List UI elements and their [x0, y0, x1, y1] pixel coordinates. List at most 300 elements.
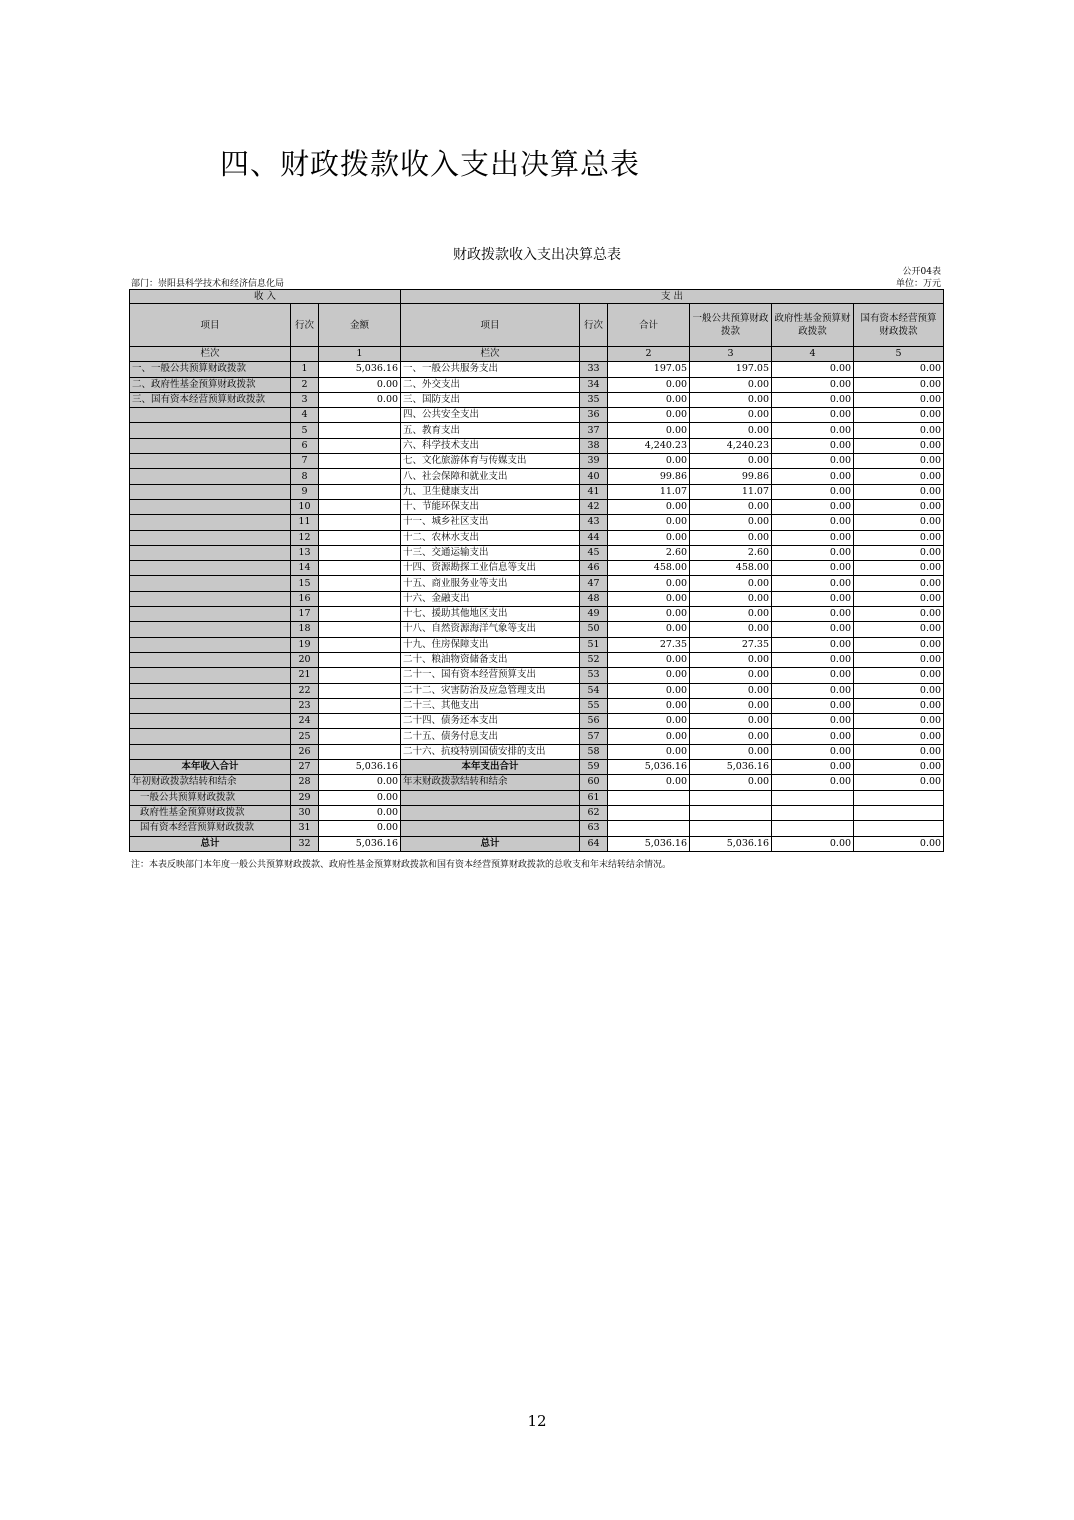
gov-fund-value: 0.00 — [772, 607, 854, 622]
total-value: 0.00 — [608, 591, 690, 606]
income-item — [130, 423, 291, 438]
income-amount — [319, 591, 401, 606]
empty-cell — [854, 821, 944, 836]
expense-line-no: 52 — [580, 652, 608, 667]
state-capital-value: 0.00 — [854, 377, 944, 392]
income-amount — [319, 714, 401, 729]
department-label: 部门：崇阳县科学技术和经济信息化局 — [131, 279, 285, 289]
income-item: 二、政府性基金预算财政拨款 — [130, 377, 291, 392]
empty-cell — [401, 805, 580, 820]
income-item — [130, 576, 291, 591]
state-capital-value: 0.00 — [854, 760, 944, 775]
income-line-no: 2 — [291, 377, 319, 392]
income-line-no: 17 — [291, 607, 319, 622]
grand-total-label: 总计 — [130, 836, 291, 851]
table-row — [130, 515, 944, 530]
state-capital-value: 0.00 — [854, 408, 944, 423]
gov-fund-value: 0.00 — [772, 392, 854, 407]
expense-line-no: 49 — [580, 607, 608, 622]
gov-fund-value: 0.00 — [772, 408, 854, 423]
form-code: 公开04表 — [902, 267, 941, 277]
income-item — [130, 545, 291, 560]
income-line-no: 32 — [291, 836, 319, 851]
income-amount: 0.00 — [319, 392, 401, 407]
expense-item: 二十五、债务付息支出 — [401, 729, 580, 744]
empty-cell — [772, 805, 854, 820]
income-amount — [319, 438, 401, 453]
gov-fund-value: 0.00 — [772, 714, 854, 729]
income-item — [130, 499, 291, 514]
income-line-no: 24 — [291, 714, 319, 729]
income-item — [130, 469, 291, 484]
income-amount — [319, 683, 401, 698]
income-amount — [319, 530, 401, 545]
income-item — [130, 591, 291, 606]
state-capital-value: 0.00 — [854, 683, 944, 698]
income-item — [130, 698, 291, 713]
total-value: 458.00 — [608, 561, 690, 576]
income-amount — [319, 515, 401, 530]
expense-item: 八、社会保障和就业支出 — [401, 469, 580, 484]
table-row — [130, 392, 944, 407]
expense-item: 十四、资源勘探工业信息等支出 — [401, 561, 580, 576]
general-budget-value: 0.00 — [690, 622, 772, 637]
empty-cell — [854, 805, 944, 820]
table-row — [130, 591, 944, 606]
state-capital-value: 0.00 — [854, 744, 944, 759]
total-value: 0.00 — [608, 377, 690, 392]
income-line-no: 14 — [291, 561, 319, 576]
expense-line-no: 44 — [580, 530, 608, 545]
total-value: 0.00 — [608, 652, 690, 667]
gov-fund-value: 0.00 — [772, 775, 854, 790]
income-line-no: 3 — [291, 392, 319, 407]
expense-line-no: 34 — [580, 377, 608, 392]
gov-fund-value: 0.00 — [772, 515, 854, 530]
table-note: 注：本表反映部门本年度一般公共预算财政拨款、政府性基金预算财政拨款和国有资本经营预算财政拨款的总收支和年末结转结余情况。 — [131, 860, 672, 870]
income-amount — [319, 545, 401, 560]
table-row — [130, 423, 944, 438]
general-budget-value: 0.00 — [690, 652, 772, 667]
expense-line-no: 38 — [580, 438, 608, 453]
column-number: 3 — [690, 347, 772, 362]
income-item — [130, 515, 291, 530]
income-line-no: 25 — [291, 729, 319, 744]
expense-item: 二十、粮油物资储备支出 — [401, 652, 580, 667]
empty-cell — [608, 790, 690, 805]
gov-fund-value: 0.00 — [772, 499, 854, 514]
empty-cell — [690, 821, 772, 836]
gov-fund-value: 0.00 — [772, 545, 854, 560]
income-amount — [319, 622, 401, 637]
total-value: 0.00 — [608, 607, 690, 622]
income-amount — [319, 668, 401, 683]
total-value: 2.60 — [608, 545, 690, 560]
income-amount: 0.00 — [319, 775, 401, 790]
table-row — [130, 652, 944, 667]
table-row — [130, 377, 944, 392]
general-budget-value: 5,036.16 — [690, 836, 772, 851]
income-line-no: 28 — [291, 775, 319, 790]
gov-fund-value: 0.00 — [772, 484, 854, 499]
expense-item: 十三、交通运输支出 — [401, 545, 580, 560]
gov-fund-value: 0.00 — [772, 622, 854, 637]
table-row — [130, 408, 944, 423]
expense-line-no: 64 — [580, 836, 608, 851]
income-line-no: 18 — [291, 622, 319, 637]
total-value: 0.00 — [608, 775, 690, 790]
total-value: 0.00 — [608, 392, 690, 407]
empty-cell — [772, 790, 854, 805]
income-amount — [319, 469, 401, 484]
expense-item: 十七、援助其他地区支出 — [401, 607, 580, 622]
gov-fund-value: 0.00 — [772, 423, 854, 438]
total-value: 0.00 — [608, 683, 690, 698]
expense-line-no: 35 — [580, 392, 608, 407]
income-amount: 0.00 — [319, 377, 401, 392]
gov-fund-value: 0.00 — [772, 362, 854, 377]
expense-line-no: 53 — [580, 668, 608, 683]
total-value: 0.00 — [608, 454, 690, 469]
expense-line-no: 50 — [580, 622, 608, 637]
income-item: 三、国有资本经营预算财政拨款 — [130, 392, 291, 407]
expense-item: 二十一、国有资本经营预算支出 — [401, 668, 580, 683]
unit-label: 单位：万元 — [895, 279, 941, 289]
income-amount — [319, 607, 401, 622]
empty-cell — [608, 805, 690, 820]
expense-item: 六、科学技术支出 — [401, 438, 580, 453]
general-budget-value: 0.00 — [690, 668, 772, 683]
table-row — [130, 637, 944, 652]
expense-line-no: 61 — [580, 790, 608, 805]
expense-line-no: 41 — [580, 484, 608, 499]
state-capital-value: 0.00 — [854, 668, 944, 683]
state-capital-value: 0.00 — [854, 607, 944, 622]
income-line-no: 31 — [291, 821, 319, 836]
state-capital-value: 0.00 — [854, 714, 944, 729]
income-amount: 5,036.16 — [319, 760, 401, 775]
empty-cell — [580, 347, 608, 362]
table-row — [130, 469, 944, 484]
expense-line-no: 58 — [580, 744, 608, 759]
state-capital-value: 0.00 — [854, 698, 944, 713]
carry-out-label: 年末财政拨款结转和结余 — [401, 775, 580, 790]
expense-line-no: 39 — [580, 454, 608, 469]
state-capital-value: 0.00 — [854, 423, 944, 438]
total-value: 0.00 — [608, 408, 690, 423]
income-line-no: 5 — [291, 423, 319, 438]
total-value: 5,036.16 — [608, 760, 690, 775]
general-budget-value: 0.00 — [690, 454, 772, 469]
state-capital-value: 0.00 — [854, 637, 944, 652]
expense-line-no: 62 — [580, 805, 608, 820]
empty-cell — [401, 790, 580, 805]
expense-item: 二十二、灾害防治及应急管理支出 — [401, 683, 580, 698]
table-row — [130, 622, 944, 637]
general-budget-value: 458.00 — [690, 561, 772, 576]
income-line-no: 16 — [291, 591, 319, 606]
table-row — [130, 744, 944, 759]
expense-item: 十八、自然资源海洋气象等支出 — [401, 622, 580, 637]
grand-total-label: 总计 — [401, 836, 580, 851]
state-capital-value: 0.00 — [854, 438, 944, 453]
income-line-no: 10 — [291, 499, 319, 514]
table-row — [130, 561, 944, 576]
expense-line-no: 56 — [580, 714, 608, 729]
grand-total-row — [130, 836, 944, 851]
income-amount — [319, 729, 401, 744]
table-row — [130, 484, 944, 499]
general-budget-value: 0.00 — [690, 377, 772, 392]
expense-item: 二、外交支出 — [401, 377, 580, 392]
gov-fund-header: 政府性基金预算财政拨款 — [772, 304, 854, 347]
expense-item: 十一、城乡社区支出 — [401, 515, 580, 530]
total-value: 197.05 — [608, 362, 690, 377]
budget-table — [129, 289, 944, 852]
income-line-no: 4 — [291, 408, 319, 423]
income-amount — [319, 744, 401, 759]
general-budget-value: 0.00 — [690, 515, 772, 530]
income-item — [130, 668, 291, 683]
expense-line-no: 40 — [580, 469, 608, 484]
income-line-no: 22 — [291, 683, 319, 698]
income-item: 一、一般公共预算财政拨款 — [130, 362, 291, 377]
expense-item: 十六、金融支出 — [401, 591, 580, 606]
income-item — [130, 454, 291, 469]
total-value: 5,036.16 — [608, 836, 690, 851]
income-item — [130, 714, 291, 729]
income-item — [130, 484, 291, 499]
expense-line-no: 59 — [580, 760, 608, 775]
state-capital-value: 0.00 — [854, 469, 944, 484]
income-line-no: 26 — [291, 744, 319, 759]
income-item — [130, 729, 291, 744]
gov-fund-value: 0.00 — [772, 729, 854, 744]
expense-line-no: 51 — [580, 637, 608, 652]
general-budget-value: 0.00 — [690, 576, 772, 591]
empty-cell — [772, 821, 854, 836]
general-budget-header: 一般公共预算财政拨款 — [690, 304, 772, 347]
expense-item: 九、卫生健康支出 — [401, 484, 580, 499]
income-amount-header: 金额 — [319, 304, 401, 347]
general-budget-value: 99.86 — [690, 469, 772, 484]
total-value: 27.35 — [608, 637, 690, 652]
income-item — [130, 607, 291, 622]
income-line-no: 27 — [291, 760, 319, 775]
general-budget-value: 0.00 — [690, 499, 772, 514]
total-value: 11.07 — [608, 484, 690, 499]
column-number: 4 — [772, 347, 854, 362]
table-row — [130, 530, 944, 545]
income-item — [130, 744, 291, 759]
general-budget-value: 197.05 — [690, 362, 772, 377]
income-line-no: 30 — [291, 805, 319, 820]
income-amount — [319, 576, 401, 591]
table-row — [130, 714, 944, 729]
page-number: 12 — [527, 1412, 547, 1430]
state-capital-value: 0.00 — [854, 515, 944, 530]
state-capital-value: 0.00 — [854, 591, 944, 606]
income-amount — [319, 499, 401, 514]
income-line-no: 23 — [291, 698, 319, 713]
column-number: 1 — [319, 347, 401, 362]
column-label: 栏次 — [130, 347, 291, 362]
income-amount: 0.00 — [319, 821, 401, 836]
page-heading: 四、财政拨款收入支出决算总表 — [220, 147, 641, 181]
table-row — [130, 729, 944, 744]
table-row — [130, 576, 944, 591]
total-value: 0.00 — [608, 714, 690, 729]
state-capital-value: 0.00 — [854, 561, 944, 576]
gov-fund-value: 0.00 — [772, 652, 854, 667]
state-capital-value: 0.00 — [854, 530, 944, 545]
general-budget-value: 0.00 — [690, 744, 772, 759]
gov-fund-value: 0.00 — [772, 561, 854, 576]
state-capital-value: 0.00 — [854, 836, 944, 851]
total-value: 4,240.23 — [608, 438, 690, 453]
income-item — [130, 408, 291, 423]
income-line-no: 21 — [291, 668, 319, 683]
carry-in-label: 年初财政拨款结转和结余 — [130, 775, 291, 790]
table-title: 财政拨款收入支出决算总表 — [453, 247, 621, 263]
expense-line-no: 46 — [580, 561, 608, 576]
income-line-no: 1 — [291, 362, 319, 377]
expense-item: 十九、住房保障支出 — [401, 637, 580, 652]
carry-sub-item: 一般公共预算财政拨款 — [130, 790, 291, 805]
empty-cell — [401, 821, 580, 836]
column-label: 栏次 — [401, 347, 580, 362]
expense-item: 二十四、债务还本支出 — [401, 714, 580, 729]
general-budget-value: 0.00 — [690, 775, 772, 790]
carry-sub-item: 政府性基金预算财政拨款 — [130, 805, 291, 820]
income-item — [130, 683, 291, 698]
state-capital-value: 0.00 — [854, 392, 944, 407]
column-number: 2 — [608, 347, 690, 362]
table-row — [130, 683, 944, 698]
total-value: 0.00 — [608, 515, 690, 530]
income-line-no: 20 — [291, 652, 319, 667]
total-value: 0.00 — [608, 576, 690, 591]
expense-item: 二十三、其他支出 — [401, 698, 580, 713]
general-budget-value: 0.00 — [690, 591, 772, 606]
income-item — [130, 561, 291, 576]
general-budget-value: 5,036.16 — [690, 760, 772, 775]
expense-item: 四、公共安全支出 — [401, 408, 580, 423]
expense-line-no: 37 — [580, 423, 608, 438]
gov-fund-value: 0.00 — [772, 760, 854, 775]
table-row — [130, 454, 944, 469]
state-capital-value: 0.00 — [854, 499, 944, 514]
income-line-no: 19 — [291, 637, 319, 652]
income-amount: 5,036.16 — [319, 836, 401, 851]
table-row — [130, 545, 944, 560]
expense-item-header: 项目 — [401, 304, 580, 347]
expense-line-no: 57 — [580, 729, 608, 744]
expense-line-no: 60 — [580, 775, 608, 790]
total-value: 0.00 — [608, 668, 690, 683]
income-line-no: 13 — [291, 545, 319, 560]
state-capital-value: 0.00 — [854, 545, 944, 560]
gov-fund-value: 0.00 — [772, 576, 854, 591]
empty-cell — [608, 821, 690, 836]
total-value: 0.00 — [608, 423, 690, 438]
empty-cell — [291, 347, 319, 362]
expense-line-no: 48 — [580, 591, 608, 606]
table-row — [130, 607, 944, 622]
gov-fund-value: 0.00 — [772, 377, 854, 392]
expense-line-no: 36 — [580, 408, 608, 423]
income-amount — [319, 561, 401, 576]
income-line-no: 11 — [291, 515, 319, 530]
total-header: 合计 — [608, 304, 690, 347]
table-row — [130, 698, 944, 713]
empty-cell — [690, 790, 772, 805]
income-amount: 0.00 — [319, 805, 401, 820]
empty-cell — [690, 805, 772, 820]
state-capital-value: 0.00 — [854, 622, 944, 637]
income-line-no: 15 — [291, 576, 319, 591]
expense-item: 七、文化旅游体育与传媒支出 — [401, 454, 580, 469]
general-budget-value: 0.00 — [690, 683, 772, 698]
income-item — [130, 438, 291, 453]
general-budget-value: 0.00 — [690, 423, 772, 438]
general-budget-value: 0.00 — [690, 408, 772, 423]
state-capital-value: 0.00 — [854, 652, 944, 667]
total-value: 0.00 — [608, 622, 690, 637]
income-item — [130, 530, 291, 545]
general-budget-value: 0.00 — [690, 698, 772, 713]
general-budget-value: 2.60 — [690, 545, 772, 560]
income-amount — [319, 408, 401, 423]
income-amount — [319, 423, 401, 438]
year-income-total-label: 本年收入合计 — [130, 760, 291, 775]
income-line-no: 8 — [291, 469, 319, 484]
income-item — [130, 652, 291, 667]
gov-fund-value: 0.00 — [772, 836, 854, 851]
state-capital-value: 0.00 — [854, 484, 944, 499]
gov-fund-value: 0.00 — [772, 591, 854, 606]
table-row — [130, 499, 944, 514]
total-value: 99.86 — [608, 469, 690, 484]
general-budget-value: 0.00 — [690, 530, 772, 545]
state-capital-value: 0.00 — [854, 362, 944, 377]
expense-item: 五、教育支出 — [401, 423, 580, 438]
gov-fund-value: 0.00 — [772, 530, 854, 545]
expense-item: 一、一般公共服务支出 — [401, 362, 580, 377]
income-amount: 0.00 — [319, 790, 401, 805]
income-header: 收 入 — [130, 290, 401, 304]
expense-item: 二十六、抗疫特别国债安排的支出 — [401, 744, 580, 759]
income-line-no: 7 — [291, 454, 319, 469]
expense-line-no: 63 — [580, 821, 608, 836]
expense-line-no: 42 — [580, 499, 608, 514]
general-budget-value: 0.00 — [690, 392, 772, 407]
gov-fund-value: 0.00 — [772, 698, 854, 713]
income-item — [130, 622, 291, 637]
table-row — [130, 438, 944, 453]
total-value: 0.00 — [608, 744, 690, 759]
expense-line-header: 行次 — [580, 304, 608, 347]
income-amount — [319, 454, 401, 469]
expense-header: 支 出 — [401, 290, 944, 304]
income-amount — [319, 698, 401, 713]
income-amount — [319, 484, 401, 499]
income-line-no: 12 — [291, 530, 319, 545]
expense-line-no: 54 — [580, 683, 608, 698]
total-value: 0.00 — [608, 698, 690, 713]
income-amount: 5,036.16 — [319, 362, 401, 377]
total-value: 0.00 — [608, 729, 690, 744]
